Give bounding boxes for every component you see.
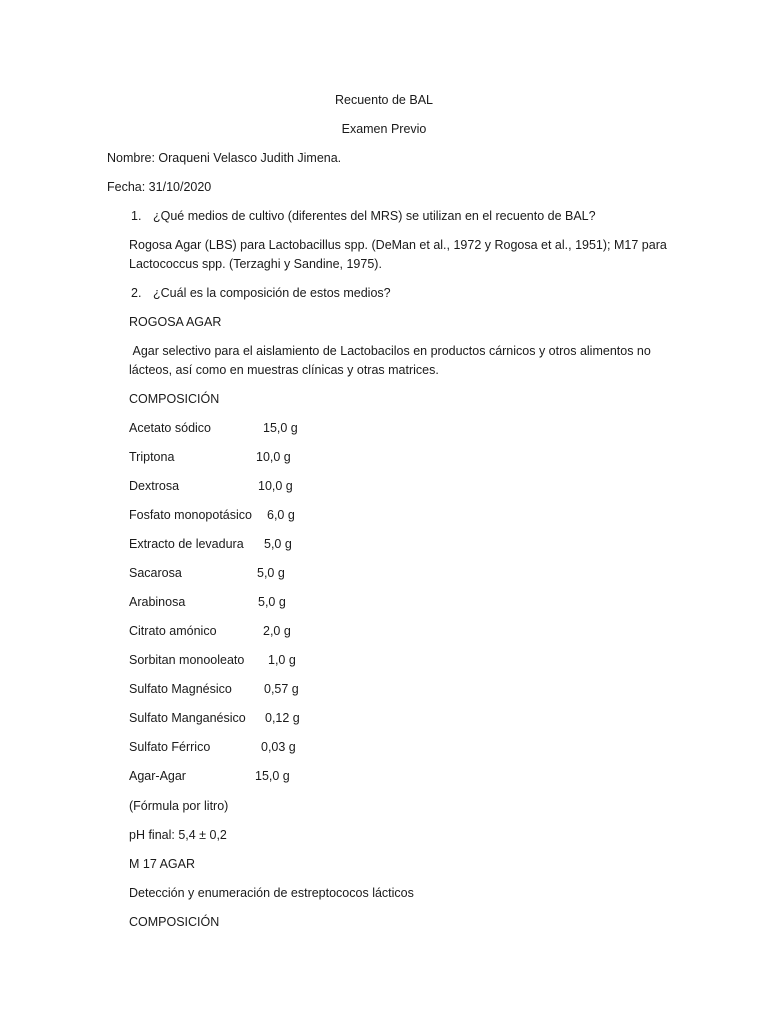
ingredient-name: Arabinosa	[129, 595, 186, 609]
ingredient-name: Fosfato monopotásico	[129, 508, 252, 522]
document-title: Recuento de BAL	[335, 93, 433, 107]
ingredient-name: Sulfato Manganésico	[129, 711, 246, 725]
composition-heading: COMPOSICIÓN	[129, 392, 220, 406]
ph-line: pH final: 5,4 ± 0,2	[129, 828, 227, 842]
ingredient-quantity: 5,0 g	[264, 537, 292, 551]
composition-heading-2: COMPOSICIÓN	[129, 915, 220, 929]
ingredient-quantity: 1,0 g	[268, 653, 296, 667]
ingredient-name: Sulfato Férrico	[129, 740, 211, 754]
ingredient-quantity: 0,57 g	[264, 682, 299, 696]
question-2-text: ¿Cuál es la composición de estos medios?	[153, 286, 391, 300]
ingredient-quantity: 2,0 g	[263, 624, 291, 638]
ingredient-name: Extracto de levadura	[129, 537, 244, 551]
ingredient-name: Dextrosa	[129, 479, 180, 493]
question-1-text: ¿Qué medios de cultivo (diferentes del MRS) se utilizan en el recuento de BAL?	[153, 209, 596, 223]
formula-note: (Fórmula por litro)	[129, 799, 229, 813]
ingredient-name: Triptona	[129, 450, 175, 464]
ingredient-quantity: 15,0 g	[255, 769, 290, 783]
ingredient-name: Sulfato Magnésico	[129, 682, 232, 696]
ingredient-name: Acetato sódico	[129, 421, 211, 435]
ingredient-quantity: 5,0 g	[258, 595, 286, 609]
question-1-number: 1.	[131, 209, 142, 223]
m17-description: Detección y enumeración de estreptococos lácticos	[129, 886, 414, 900]
ingredient-quantity: 5,0 g	[257, 566, 285, 580]
ingredient-name: Sorbitan monooleato	[129, 653, 245, 667]
ingredient-quantity: 0,03 g	[261, 740, 296, 754]
ingredient-quantity: 10,0 g	[258, 479, 293, 493]
ingredient-quantity: 6,0 g	[267, 508, 295, 522]
ingredient-name: Agar-Agar	[129, 769, 186, 783]
ingredient-quantity: 0,12 g	[265, 711, 300, 725]
ingredient-quantity: 15,0 g	[263, 421, 298, 435]
question-2-number: 2.	[131, 286, 142, 300]
ingredient-quantity: 10,0 g	[256, 450, 291, 464]
ingredient-name: Citrato amónico	[129, 624, 217, 638]
answer-1-text: Rogosa Agar (LBS) para Lactobacillus spp. (DeMan et al., 1972 y Rogosa et al., 1951); M17 para Lactococcus spp. (Terzaghi y Sandine, 1975).	[129, 238, 667, 271]
ingredient-name: Sacarosa	[129, 566, 182, 580]
date-line: Fecha: 31/10/2020	[107, 180, 212, 194]
m17-heading: M 17 AGAR	[129, 857, 195, 871]
name-line: Nombre: Oraqueni Velasco Judith Jimena.	[107, 151, 342, 165]
rogosa-heading: ROGOSA AGAR	[129, 315, 222, 329]
document-subtitle: Examen Previo	[341, 122, 427, 136]
rogosa-description: Agar selectivo para el aislamiento de Lactobacilos en productos cárnicos y otros alimentos no lácteos, así como en muestras clínicas y otras matrices.	[129, 344, 655, 377]
